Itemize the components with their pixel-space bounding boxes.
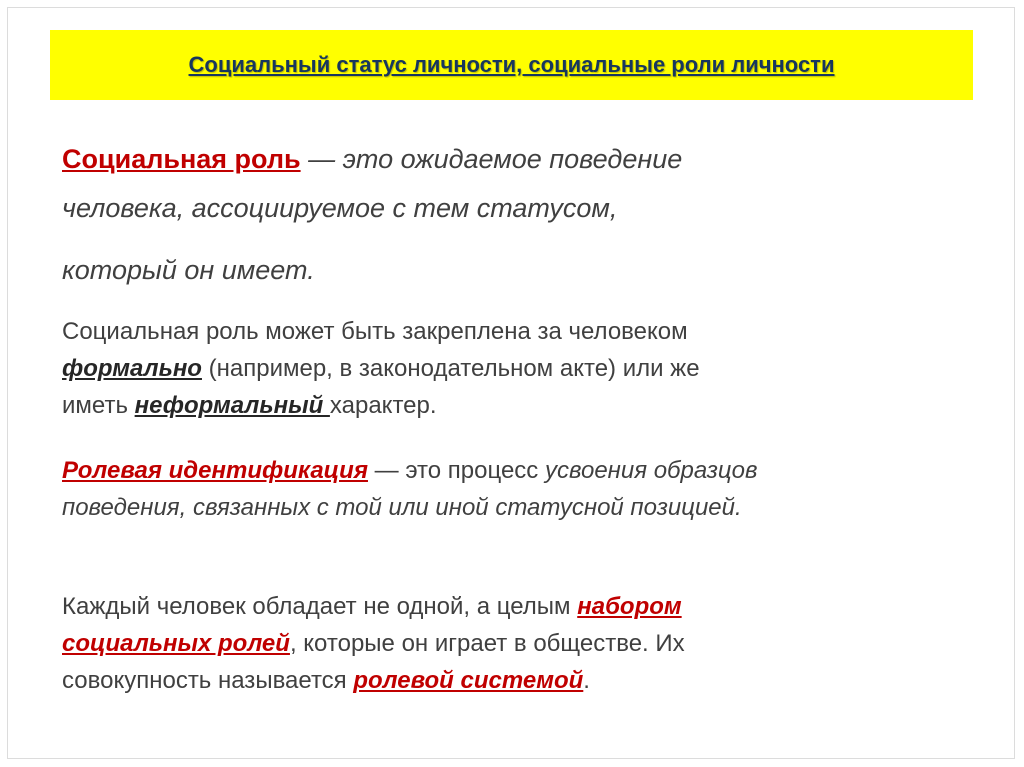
p3-line1-italic: усвоения образцов xyxy=(544,457,758,484)
term-role-system: ролевой системой xyxy=(353,667,584,694)
definition-social-role xyxy=(62,135,962,295)
term-social-roles: социальных ролей xyxy=(62,630,290,657)
term-informal: неформальный xyxy=(134,392,330,419)
definition-role-identification xyxy=(62,452,962,526)
p2-line2 xyxy=(62,350,962,387)
p2-line1: Социальная роль может быть закреплена за человеком xyxy=(62,318,688,345)
slide-title: Социальный статус личности, социальные роли личности xyxy=(188,52,835,77)
formal-informal-paragraph xyxy=(62,313,962,424)
p1-line3: который он имеет. xyxy=(62,255,315,285)
p4-line1 xyxy=(62,588,962,625)
p3-line1-mid: — это процесс xyxy=(367,457,545,484)
p3-line2: поведения, связанных с той или иной статусной позицией. xyxy=(62,494,742,521)
role-set-paragraph xyxy=(62,588,962,699)
p4-line3 xyxy=(62,662,962,699)
p4-line2-rest: , которые он играет в обществе. Их xyxy=(289,630,685,657)
p4-line1-start: Каждый человек обладает не одной, а целым xyxy=(62,593,578,620)
p1-line1-rest: — это ожидаемое поведение xyxy=(300,144,683,174)
title-banner xyxy=(50,30,973,100)
p2-line3-start: иметь xyxy=(62,392,135,419)
p4-line3-end: . xyxy=(583,667,590,694)
term-formal: формально xyxy=(62,355,202,382)
p2-line3 xyxy=(62,387,962,424)
p2-line3-rest: характер. xyxy=(329,392,437,419)
p4-line3-start: совокупность называется xyxy=(62,667,354,694)
term-role-identification: Ролевая идентификация xyxy=(62,457,368,484)
p1-line2: человека, ассоциируемое с тем статусом, xyxy=(62,193,618,223)
p3-line1 xyxy=(62,452,962,489)
term-social-role: Социальная роль xyxy=(62,144,301,174)
p2-line2-rest: (например, в законодательном акте) или же xyxy=(201,355,700,382)
term-set-of: набором xyxy=(577,593,682,620)
p4-line2 xyxy=(62,625,962,662)
p1-line1 xyxy=(62,135,962,184)
